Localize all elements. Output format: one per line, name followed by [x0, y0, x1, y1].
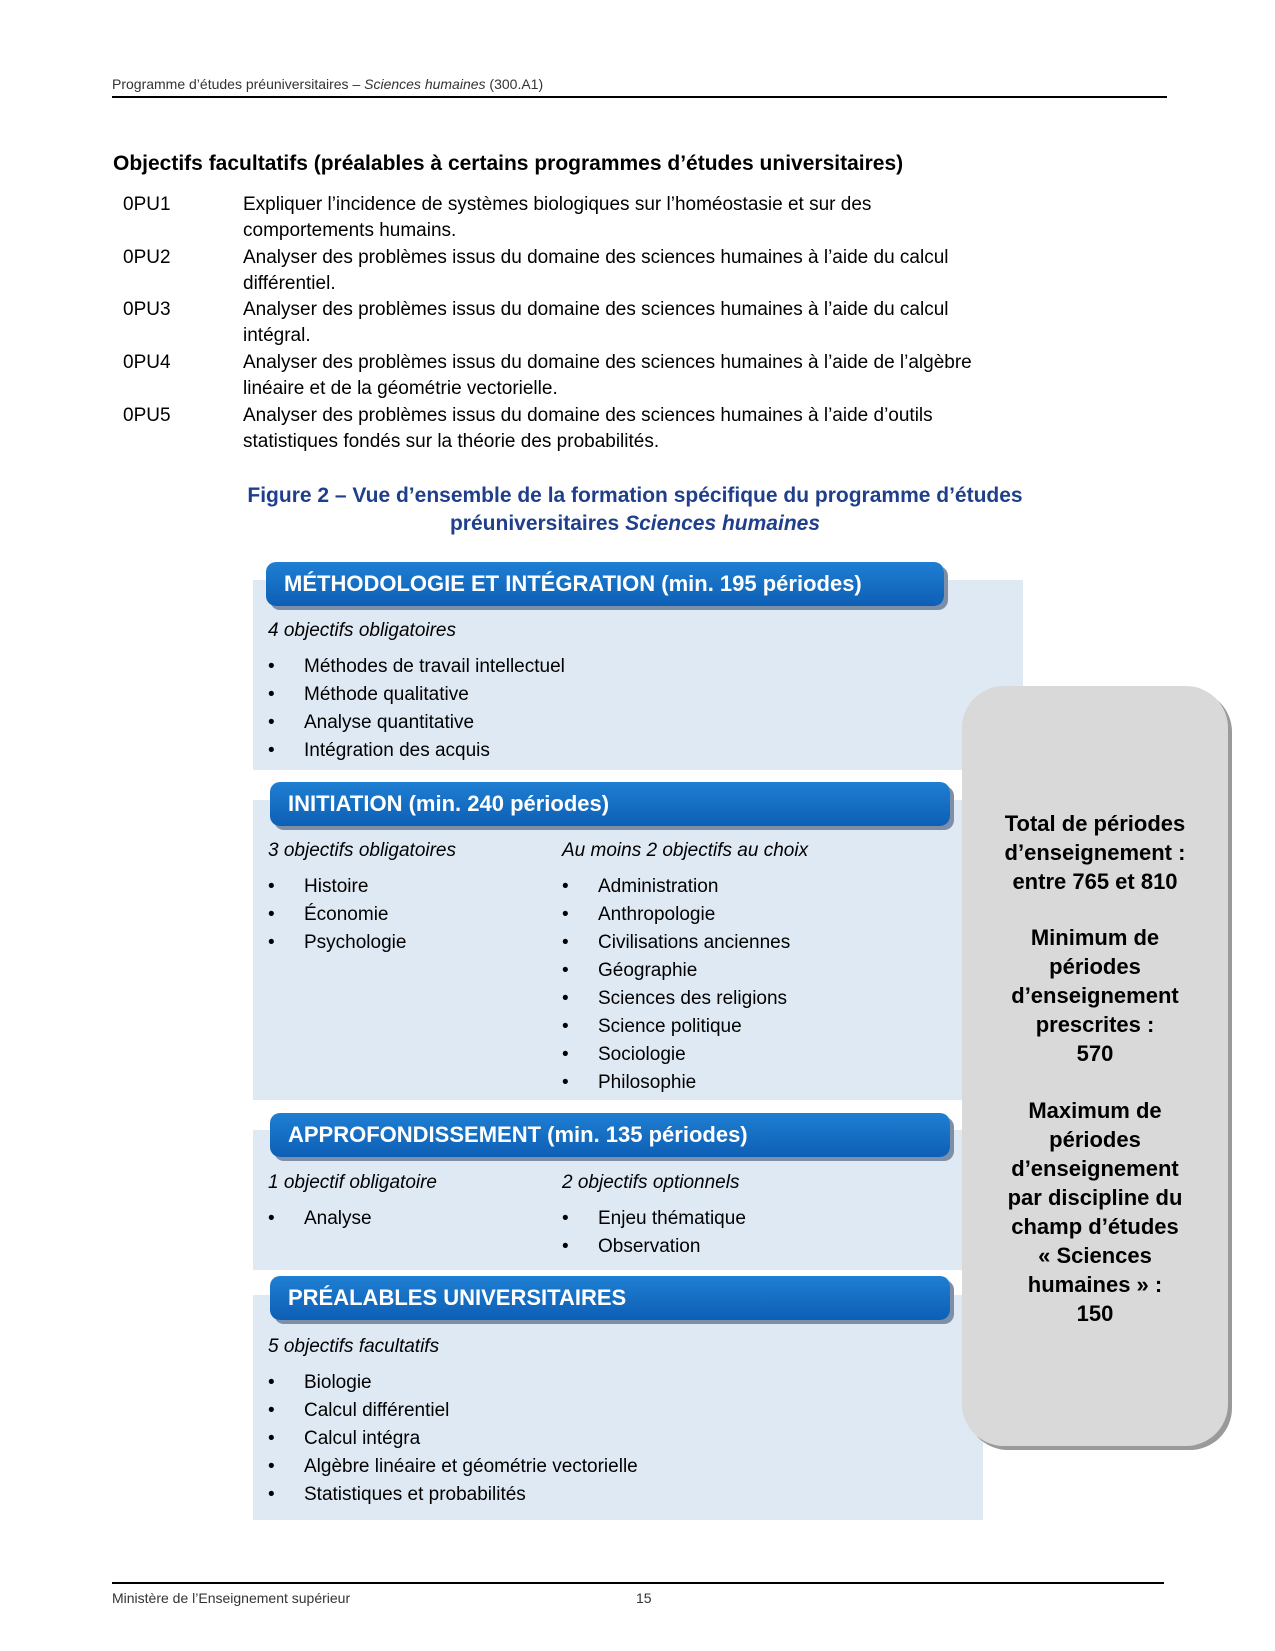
methodologie-label: 4 objectifs obligatoires	[268, 620, 456, 641]
objective-code: 0PU5	[123, 405, 171, 426]
header-rule	[112, 96, 1167, 98]
approfondissement-banner: APPROFONDISSEMENT (min. 135 périodes)	[270, 1113, 950, 1157]
minimum-periods: Minimum de périodes d’enseignement prescrites : 570	[1011, 925, 1179, 1066]
objective-code: 0PU4	[123, 352, 171, 373]
objective-description: Analyser des problèmes issus du domaine des sciences humaines à l’aide de l’algèbre linéaire et de la géométrie vectorielle.	[243, 352, 972, 399]
initiation-label-choice: Au moins 2 objectifs au choix	[562, 840, 809, 861]
prealables-banner: PRÉALABLES UNIVERSITAIRES	[270, 1276, 950, 1320]
objective-code: 0PU2	[123, 247, 171, 268]
initiation-banner: INITIATION (min. 240 périodes)	[270, 782, 950, 826]
objective-description: Analyser des problèmes issus du domaine des sciences humaines à l’aide du calcul différentiel.	[243, 247, 949, 294]
figure-title: Figure 2 – Vue d’ensemble de la formation spécifique du programme d’études préuniversitaires Sciences humaines	[247, 484, 1023, 535]
prealables-label: 5 objectifs facultatifs	[268, 1336, 440, 1357]
footer-rule	[112, 1582, 1164, 1584]
objective-description: Expliquer l’incidence de systèmes biologiques sur l’homéostasie et sur des comportements humains.	[243, 194, 872, 241]
objective-description: Analyser des problèmes issus du domaine des sciences humaines à l’aide du calcul intégral.	[243, 299, 949, 346]
maximum-periods: Maximum de périodes d’enseignement par discipline du champ d’études « Sciences humaines » : 150	[1007, 1098, 1183, 1326]
total-periods: Total de périodes d’enseignement : entre 765 et 810	[1004, 811, 1186, 894]
methodologie-banner: MÉTHODOLOGIE ET INTÉGRATION (min. 195 périodes)	[266, 562, 944, 606]
page-number: 15	[636, 1590, 652, 1606]
footer-ministry: Ministère de l’Enseignement supérieur	[112, 1590, 351, 1606]
periods-summary-box	[962, 686, 1228, 1446]
section-title: Objectifs facultatifs (préalables à certains programmes d’études universitaires)	[113, 152, 904, 175]
objective-code: 0PU1	[123, 194, 171, 215]
approfondissement-label-optional: 2 objectifs optionnels	[562, 1172, 740, 1193]
running-header: Programme d’études préuniversitaires – Sciences humaines (300.A1)	[112, 76, 544, 92]
initiation-label-required: 3 objectifs obligatoires	[268, 840, 456, 861]
objective-description: Analyser des problèmes issus du domaine des sciences humaines à l’aide d’outils statistiques fondés sur la théorie des probabilités.	[243, 405, 933, 452]
objective-code: 0PU3	[123, 299, 171, 320]
approfondissement-label-required: 1 objectif obligatoire	[268, 1172, 437, 1193]
